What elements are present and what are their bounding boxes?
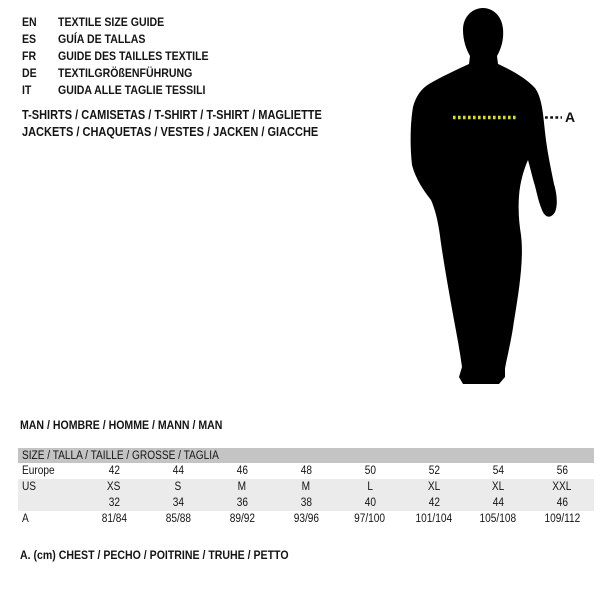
size-table-header [18, 448, 594, 463]
table-row-label [18, 481, 82, 493]
table-cell-text: 42 [108, 465, 120, 477]
table-cell [402, 481, 466, 493]
table-row-us [18, 479, 594, 495]
table-cell [146, 513, 210, 525]
language-code [22, 32, 58, 46]
table-cell [402, 513, 466, 525]
table-cell-text: 38 [300, 497, 312, 509]
table-row-numeric [18, 495, 594, 511]
table-cell [210, 465, 274, 477]
size-table-header-text: SIZE / TALLA / TAILLE / GRÖSSE / TAGLIA [22, 449, 219, 462]
table-cell [82, 513, 146, 525]
table-cell-text: 44 [172, 465, 184, 477]
table-cell [274, 481, 338, 493]
table-cell-text: 105/108 [479, 513, 517, 525]
language-label: GUÍA DE TALLAS [58, 31, 146, 46]
table-cell-text: 56 [556, 465, 568, 477]
category-line-text: T-SHIRTS / CAMISETAS / T-SHIRT / T-SHIRT / MAGLIETTE [22, 107, 322, 122]
table-cell [146, 481, 210, 493]
table-cell-text: 101/104 [415, 513, 453, 525]
table-cell-text: XL [427, 481, 441, 493]
language-code-text: DE [22, 65, 37, 80]
footnote-text: A. (cm) CHEST / PECHO / POITRINE / TRUHE / PETTO [20, 547, 289, 562]
language-code [22, 66, 58, 80]
table-cell [530, 465, 594, 477]
table-cell-text: XXL [552, 481, 572, 493]
language-code-text: ES [22, 31, 37, 46]
category-lines [22, 106, 363, 141]
category-line-2 [22, 124, 363, 142]
table-cell [274, 465, 338, 477]
table-cell [82, 497, 146, 509]
table-cell [466, 497, 530, 509]
language-label: TEXTILE SIZE GUIDE [58, 14, 165, 29]
language-label: GUIDA ALLE TAGLIE TESSILI [58, 82, 206, 97]
language-label: TEXTILGRÖßENFÜHRUNG [58, 65, 193, 80]
language-title-list [22, 13, 229, 98]
table-row-label-text: Europe [22, 465, 55, 477]
table-row-label [18, 513, 82, 525]
table-cell-text: 32 [108, 497, 120, 509]
table-cell [274, 513, 338, 525]
table-cell [210, 513, 274, 525]
table-cell [338, 513, 402, 525]
table-row-label [18, 497, 82, 509]
table-cell-text: S [174, 481, 182, 493]
category-line-1 [22, 106, 363, 124]
table-cell-text: 81/84 [101, 513, 127, 525]
language-code-text: FR [22, 48, 37, 63]
measurement-label-a: A [565, 109, 576, 125]
language-code-text: EN [22, 14, 37, 29]
language-code [22, 15, 58, 29]
language-code [22, 49, 58, 63]
table-cell-text: M [301, 481, 311, 493]
table-cell [466, 513, 530, 525]
table-cell-text: 54 [492, 465, 504, 477]
table-cell [274, 497, 338, 509]
table-cell [530, 481, 594, 493]
language-label: GUIDE DES TAILLES TEXTILE [58, 48, 209, 63]
table-cell-text: 89/92 [229, 513, 255, 525]
table-cell [466, 465, 530, 477]
table-cell [466, 481, 530, 493]
table-cell [146, 497, 210, 509]
language-code-text: IT [22, 82, 32, 97]
table-row-label-text: US [22, 481, 37, 493]
table-cell [402, 497, 466, 509]
table-cell-text: XL [491, 481, 505, 493]
table-cell-text: 34 [172, 497, 184, 509]
table-cell [338, 497, 402, 509]
table-cell [210, 497, 274, 509]
size-table [18, 448, 594, 527]
table-cell-text: 109/112 [544, 513, 580, 525]
language-row-it [22, 81, 229, 98]
table-cell-text: 93/96 [293, 513, 319, 525]
table-row-label [18, 465, 82, 477]
table-cell-text: 40 [364, 497, 376, 509]
table-cell [338, 481, 402, 493]
table-row-a [18, 511, 594, 527]
language-code [22, 83, 58, 97]
table-cell-text: L [367, 481, 373, 493]
table-cell [530, 513, 594, 525]
table-cell-text: 46 [236, 465, 248, 477]
table-row-europe [18, 463, 594, 479]
table-cell [530, 497, 594, 509]
table-cell-text: 36 [236, 497, 248, 509]
table-cell [338, 465, 402, 477]
size-table-rows [18, 463, 594, 527]
language-row-de [22, 64, 229, 81]
man-silhouette [411, 8, 557, 384]
footnote-measurement-legend [20, 546, 325, 563]
language-row-en [22, 13, 229, 30]
table-cell-text: 46 [556, 497, 568, 509]
man-silhouette-figure [400, 0, 600, 400]
table-cell [146, 465, 210, 477]
table-cell-text: 85/88 [165, 513, 191, 525]
table-cell-text: 48 [300, 465, 312, 477]
table-cell [82, 481, 146, 493]
table-cell-text: 97/100 [354, 513, 386, 525]
category-line-text: JACKETS / CHAQUETAS / VESTES / JACKEN / GIACCHE [22, 125, 319, 140]
section-label-man [20, 416, 250, 433]
table-cell-text: 42 [428, 497, 440, 509]
table-cell-text: 52 [428, 465, 440, 477]
table-cell-text: XS [107, 481, 121, 493]
table-cell-text: 44 [492, 497, 504, 509]
section-label-text: MAN / HOMBRE / HOMME / MANN / MAN [20, 417, 223, 432]
language-row-fr [22, 47, 229, 64]
table-row-label-text: A [22, 513, 29, 525]
table-cell-text: M [237, 481, 247, 493]
table-cell-text: 50 [364, 465, 376, 477]
table-cell [402, 465, 466, 477]
table-cell [210, 481, 274, 493]
language-row-es [22, 30, 229, 47]
table-cell [82, 465, 146, 477]
